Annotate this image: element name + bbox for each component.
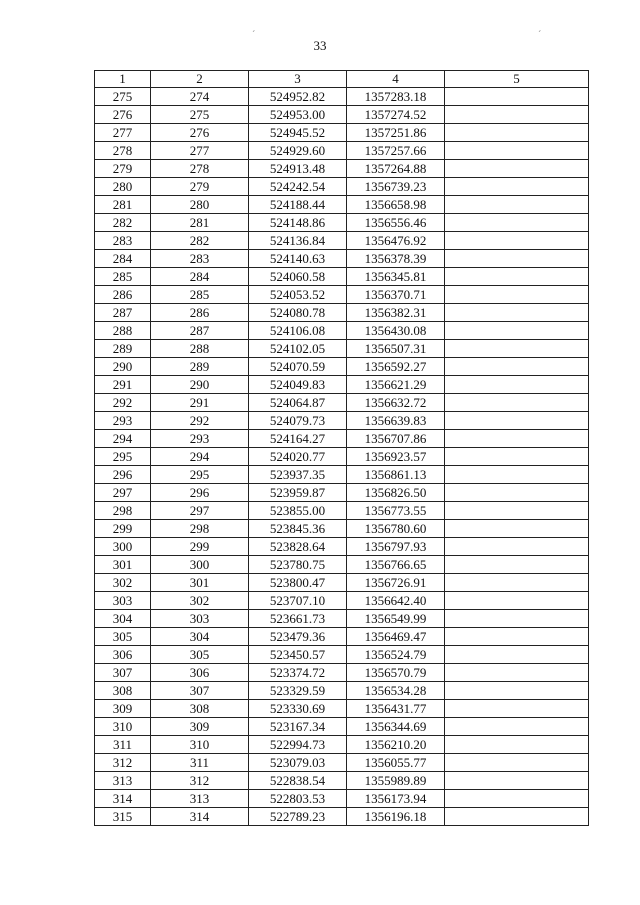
previous-point-number-cell: 291 [151,394,249,412]
point-number-cell: 299 [95,520,151,538]
note-cell [445,412,589,430]
note-cell [445,430,589,448]
point-number-cell: 302 [95,574,151,592]
note-cell [445,160,589,178]
previous-point-number-cell: 306 [151,664,249,682]
previous-point-number-cell: 286 [151,304,249,322]
table-row [95,232,589,250]
previous-point-number-cell: 310 [151,736,249,754]
point-number-cell: 305 [95,628,151,646]
y-coordinate-cell: 1356570.79 [347,664,445,682]
table-row [95,214,589,232]
point-number-cell: 281 [95,196,151,214]
table-row [95,610,589,628]
table-row [95,376,589,394]
note-cell [445,394,589,412]
x-coordinate-cell: 524020.77 [249,448,347,466]
note-cell [445,250,589,268]
table-row [95,772,589,790]
x-coordinate-cell: 524102.05 [249,340,347,358]
x-coordinate-cell: 524053.52 [249,286,347,304]
table-row [95,448,589,466]
table-row [95,412,589,430]
y-coordinate-cell: 1357257.66 [347,142,445,160]
x-coordinate-cell: 524060.58 [249,268,347,286]
table-body [95,88,589,826]
table-row [95,520,589,538]
point-number-cell: 301 [95,556,151,574]
x-coordinate-cell: 522838.54 [249,772,347,790]
note-cell [445,628,589,646]
point-number-cell: 303 [95,592,151,610]
point-number-cell: 283 [95,232,151,250]
note-cell [445,538,589,556]
x-coordinate-cell: 523855.00 [249,502,347,520]
point-number-cell: 276 [95,106,151,124]
y-coordinate-cell: 1356766.65 [347,556,445,574]
table-row [95,340,589,358]
x-coordinate-cell: 523167.34 [249,718,347,736]
previous-point-number-cell: 288 [151,340,249,358]
note-cell [445,142,589,160]
y-coordinate-cell: 1356534.28 [347,682,445,700]
table-row [95,754,589,772]
x-coordinate-cell: 524945.52 [249,124,347,142]
x-coordinate-cell: 522994.73 [249,736,347,754]
y-coordinate-cell: 1357283.18 [347,88,445,106]
note-cell [445,448,589,466]
note-cell [445,484,589,502]
point-number-cell: 304 [95,610,151,628]
x-coordinate-cell: 523374.72 [249,664,347,682]
note-cell [445,106,589,124]
note-cell [445,268,589,286]
coordinates-table [94,70,589,826]
previous-point-number-cell: 289 [151,358,249,376]
page-number: 33 [313,38,327,53]
y-coordinate-cell: 1356345.81 [347,268,445,286]
previous-point-number-cell: 278 [151,160,249,178]
y-coordinate-cell: 1356507.31 [347,340,445,358]
previous-point-number-cell: 294 [151,448,249,466]
point-number-cell: 275 [95,88,151,106]
point-number-cell: 278 [95,142,151,160]
table-row [95,592,589,610]
note-cell [445,376,589,394]
previous-point-number-cell: 285 [151,286,249,304]
y-coordinate-cell: 1356430.08 [347,322,445,340]
table-row [95,358,589,376]
previous-point-number-cell: 282 [151,232,249,250]
x-coordinate-cell: 523828.64 [249,538,347,556]
x-coordinate-cell: 522789.23 [249,808,347,826]
table-row [95,466,589,484]
y-coordinate-cell: 1356196.18 [347,808,445,826]
note-cell [445,700,589,718]
table-row [95,718,589,736]
previous-point-number-cell: 287 [151,322,249,340]
note-cell [445,592,589,610]
note-cell [445,610,589,628]
x-coordinate-cell: 524953.00 [249,106,347,124]
note-cell [445,196,589,214]
point-number-cell: 291 [95,376,151,394]
point-number-cell: 295 [95,448,151,466]
point-number-cell: 300 [95,538,151,556]
point-number-cell: 294 [95,430,151,448]
x-coordinate-cell: 524913.48 [249,160,347,178]
y-coordinate-cell: 1356173.94 [347,790,445,808]
y-coordinate-cell: 1356431.77 [347,700,445,718]
table-row [95,430,589,448]
table-row [95,736,589,754]
y-coordinate-cell: 1356344.69 [347,718,445,736]
previous-point-number-cell: 311 [151,754,249,772]
y-coordinate-cell: 1356055.77 [347,754,445,772]
table-row [95,556,589,574]
x-coordinate-cell: 524164.27 [249,430,347,448]
previous-point-number-cell: 301 [151,574,249,592]
x-coordinate-cell: 524106.08 [249,322,347,340]
x-coordinate-cell: 523661.73 [249,610,347,628]
previous-point-number-cell: 307 [151,682,249,700]
note-cell [445,466,589,484]
column-header: 1 [95,71,151,88]
previous-point-number-cell: 308 [151,700,249,718]
previous-point-number-cell: 279 [151,178,249,196]
table-row [95,502,589,520]
x-coordinate-cell: 523329.59 [249,682,347,700]
y-coordinate-cell: 1356592.27 [347,358,445,376]
previous-point-number-cell: 309 [151,718,249,736]
previous-point-number-cell: 304 [151,628,249,646]
previous-point-number-cell: 275 [151,106,249,124]
note-cell [445,808,589,826]
note-cell [445,322,589,340]
point-number-cell: 289 [95,340,151,358]
table-row [95,106,589,124]
x-coordinate-cell: 523959.87 [249,484,347,502]
point-number-cell: 282 [95,214,151,232]
table-row [95,160,589,178]
table-row [95,646,589,664]
table-row [95,88,589,106]
previous-point-number-cell: 302 [151,592,249,610]
note-cell [445,772,589,790]
previous-point-number-cell: 312 [151,772,249,790]
previous-point-number-cell: 296 [151,484,249,502]
note-cell [445,646,589,664]
table-row [95,484,589,502]
previous-point-number-cell: 298 [151,520,249,538]
table-row [95,124,589,142]
point-number-cell: 310 [95,718,151,736]
x-coordinate-cell: 524148.86 [249,214,347,232]
point-number-cell: 314 [95,790,151,808]
table-row [95,682,589,700]
point-number-cell: 292 [95,394,151,412]
x-coordinate-cell: 523780.75 [249,556,347,574]
y-coordinate-cell: 1356861.13 [347,466,445,484]
y-coordinate-cell: 1356210.20 [347,736,445,754]
previous-point-number-cell: 293 [151,430,249,448]
table-row [95,664,589,682]
x-coordinate-cell: 523845.36 [249,520,347,538]
x-coordinate-cell: 524136.84 [249,232,347,250]
point-number-cell: 293 [95,412,151,430]
note-cell [445,340,589,358]
y-coordinate-cell: 1356797.93 [347,538,445,556]
point-number-cell: 284 [95,250,151,268]
y-coordinate-cell: 1356707.86 [347,430,445,448]
previous-point-number-cell: 276 [151,124,249,142]
point-number-cell: 312 [95,754,151,772]
note-cell [445,232,589,250]
previous-point-number-cell: 314 [151,808,249,826]
y-coordinate-cell: 1356549.99 [347,610,445,628]
previous-point-number-cell: 290 [151,376,249,394]
y-coordinate-cell: 1356642.40 [347,592,445,610]
table-row [95,196,589,214]
note-cell [445,736,589,754]
x-coordinate-cell: 524140.63 [249,250,347,268]
note-cell [445,574,589,592]
y-coordinate-cell: 1356658.98 [347,196,445,214]
previous-point-number-cell: 292 [151,412,249,430]
x-coordinate-cell: 524049.83 [249,376,347,394]
note-cell [445,682,589,700]
previous-point-number-cell: 313 [151,790,249,808]
x-coordinate-cell: 522803.53 [249,790,347,808]
point-number-cell: 286 [95,286,151,304]
y-coordinate-cell: 1356556.46 [347,214,445,232]
x-coordinate-cell: 523937.35 [249,466,347,484]
y-coordinate-cell: 1356621.29 [347,376,445,394]
y-coordinate-cell: 1357264.88 [347,160,445,178]
table-row [95,628,589,646]
y-coordinate-cell: 1356773.55 [347,502,445,520]
previous-point-number-cell: 283 [151,250,249,268]
column-header: 4 [347,71,445,88]
note-cell [445,718,589,736]
point-number-cell: 308 [95,682,151,700]
scan-mark: ˊ [538,30,542,41]
y-coordinate-cell: 1356739.23 [347,178,445,196]
previous-point-number-cell: 284 [151,268,249,286]
x-coordinate-cell: 524079.73 [249,412,347,430]
point-number-cell: 287 [95,304,151,322]
note-cell [445,214,589,232]
y-coordinate-cell: 1356639.83 [347,412,445,430]
note-cell [445,520,589,538]
previous-point-number-cell: 299 [151,538,249,556]
previous-point-number-cell: 305 [151,646,249,664]
x-coordinate-cell: 523800.47 [249,574,347,592]
note-cell [445,754,589,772]
table-row [95,268,589,286]
note-cell [445,358,589,376]
previous-point-number-cell: 281 [151,214,249,232]
table-row [95,142,589,160]
note-cell [445,124,589,142]
point-number-cell: 288 [95,322,151,340]
table-row [95,574,589,592]
y-coordinate-cell: 1356382.31 [347,304,445,322]
x-coordinate-cell: 523330.69 [249,700,347,718]
y-coordinate-cell: 1356780.60 [347,520,445,538]
column-header: 5 [445,71,589,88]
point-number-cell: 277 [95,124,151,142]
point-number-cell: 309 [95,700,151,718]
note-cell [445,664,589,682]
y-coordinate-cell: 1357251.86 [347,124,445,142]
x-coordinate-cell: 523079.03 [249,754,347,772]
point-number-cell: 296 [95,466,151,484]
note-cell [445,178,589,196]
x-coordinate-cell: 523450.57 [249,646,347,664]
y-coordinate-cell: 1355989.89 [347,772,445,790]
table-row [95,286,589,304]
note-cell [445,502,589,520]
x-coordinate-cell: 524952.82 [249,88,347,106]
table-row [95,538,589,556]
previous-point-number-cell: 274 [151,88,249,106]
y-coordinate-cell: 1356378.39 [347,250,445,268]
scan-mark: ˊ [252,30,256,41]
table-row [95,700,589,718]
note-cell [445,556,589,574]
point-number-cell: 306 [95,646,151,664]
point-number-cell: 315 [95,808,151,826]
previous-point-number-cell: 297 [151,502,249,520]
y-coordinate-cell: 1356476.92 [347,232,445,250]
point-number-cell: 290 [95,358,151,376]
table-row [95,304,589,322]
previous-point-number-cell: 303 [151,610,249,628]
x-coordinate-cell: 524080.78 [249,304,347,322]
y-coordinate-cell: 1356726.91 [347,574,445,592]
y-coordinate-cell: 1357274.52 [347,106,445,124]
table-row [95,322,589,340]
point-number-cell: 285 [95,268,151,286]
note-cell [445,304,589,322]
previous-point-number-cell: 277 [151,142,249,160]
point-number-cell: 280 [95,178,151,196]
column-header: 2 [151,71,249,88]
y-coordinate-cell: 1356469.47 [347,628,445,646]
x-coordinate-cell: 524929.60 [249,142,347,160]
note-cell [445,88,589,106]
note-cell [445,790,589,808]
table-row [95,808,589,826]
point-number-cell: 313 [95,772,151,790]
x-coordinate-cell: 524188.44 [249,196,347,214]
x-coordinate-cell: 524070.59 [249,358,347,376]
point-number-cell: 298 [95,502,151,520]
column-header: 3 [249,71,347,88]
point-number-cell: 297 [95,484,151,502]
y-coordinate-cell: 1356923.57 [347,448,445,466]
y-coordinate-cell: 1356370.71 [347,286,445,304]
x-coordinate-cell: 524064.87 [249,394,347,412]
previous-point-number-cell: 295 [151,466,249,484]
x-coordinate-cell: 523479.36 [249,628,347,646]
note-cell [445,286,589,304]
y-coordinate-cell: 1356632.72 [347,394,445,412]
x-coordinate-cell: 524242.54 [249,178,347,196]
table-header-row [95,71,589,88]
table-row [95,790,589,808]
y-coordinate-cell: 1356826.50 [347,484,445,502]
point-number-cell: 307 [95,664,151,682]
table-row [95,250,589,268]
table-row [95,178,589,196]
previous-point-number-cell: 300 [151,556,249,574]
table-row [95,394,589,412]
x-coordinate-cell: 523707.10 [249,592,347,610]
point-number-cell: 279 [95,160,151,178]
point-number-cell: 311 [95,736,151,754]
y-coordinate-cell: 1356524.79 [347,646,445,664]
previous-point-number-cell: 280 [151,196,249,214]
